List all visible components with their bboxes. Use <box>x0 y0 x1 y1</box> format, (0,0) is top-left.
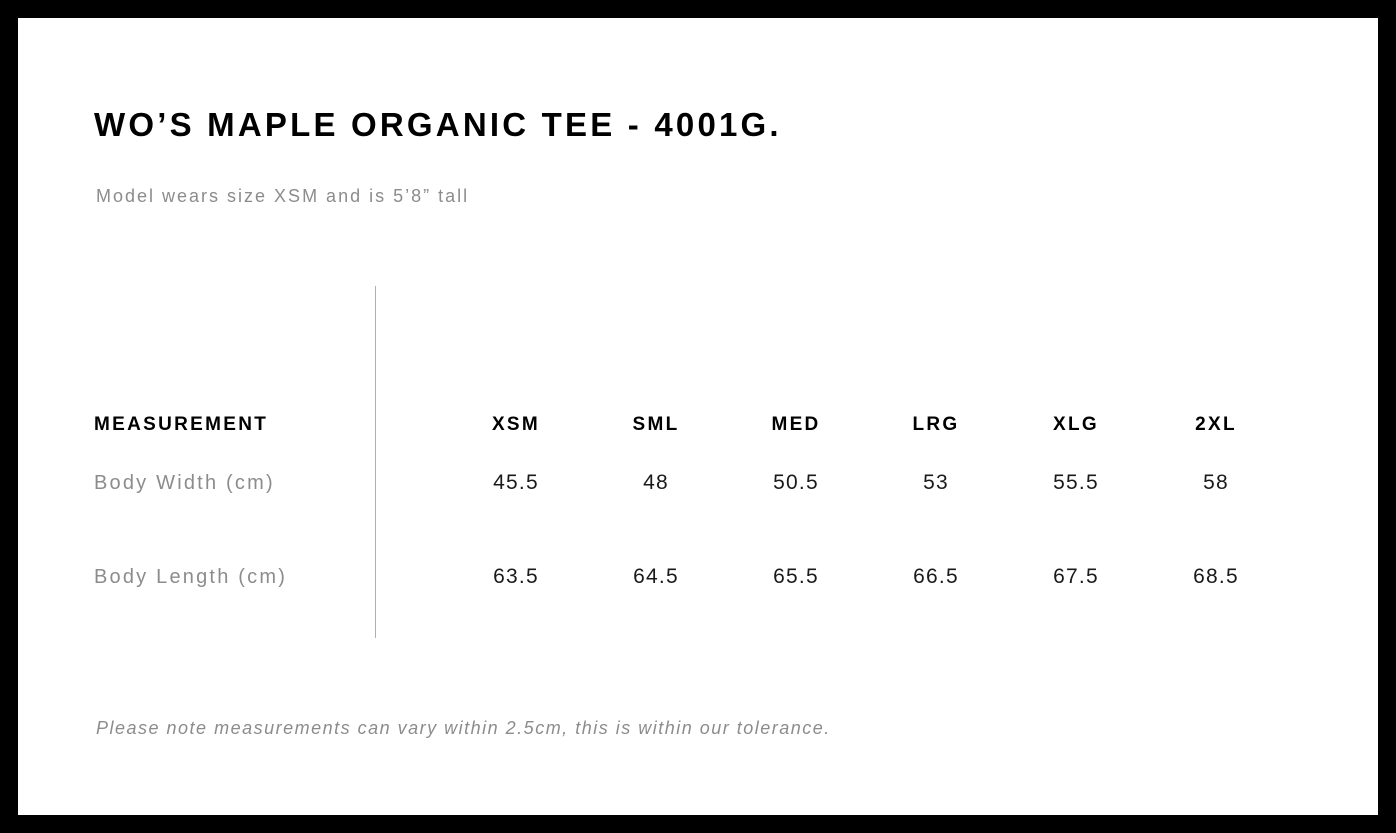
content-area <box>94 18 1338 815</box>
column-header-size-2xl: 2XL <box>1195 414 1237 435</box>
column-header-size-xsm: XSM <box>491 414 541 435</box>
cell-body-width-lrg: 53 <box>923 471 949 494</box>
column-header-size-lrg: LRG <box>912 414 960 435</box>
cell-body-width-2xl: 58 <box>1203 471 1229 494</box>
table-row <box>94 530 1286 624</box>
cell-body-width-xsm: 45.5 <box>493 471 539 494</box>
tolerance-note: Please note measurements can vary within 2.5cm, this is within our tolerance. <box>96 718 831 738</box>
table-header-row <box>94 286 1286 436</box>
size-chart-page <box>18 18 1378 815</box>
cell-body-length-2xl: 68.5 <box>1193 565 1239 588</box>
cell-body-width-xlg: 55.5 <box>1053 471 1099 494</box>
column-header-size-med: MED <box>771 414 821 435</box>
row-label-body-length: Body Length (cm) <box>94 565 288 588</box>
page-title: WO’S MAPLE ORGANIC TEE - 4001G. <box>94 106 782 143</box>
cell-body-width-sml: 48 <box>643 471 669 494</box>
table-row <box>94 436 1286 530</box>
cell-body-width-med: 50.5 <box>773 471 819 494</box>
cell-body-length-xlg: 67.5 <box>1053 565 1099 588</box>
column-header-size-xlg: XLG <box>1053 414 1099 435</box>
column-header-measurement: MEASUREMENT <box>94 414 269 435</box>
column-header-size-sml: SML <box>632 414 680 435</box>
size-table <box>94 286 1286 624</box>
cell-body-length-sml: 64.5 <box>633 565 679 588</box>
cell-body-length-lrg: 66.5 <box>913 565 959 588</box>
cell-body-length-xsm: 63.5 <box>493 565 539 588</box>
cell-body-length-med: 65.5 <box>773 565 819 588</box>
model-info-subtitle: Model wears size XSM and is 5’8” tall <box>96 186 470 206</box>
row-label-body-width: Body Width (cm) <box>94 471 275 494</box>
